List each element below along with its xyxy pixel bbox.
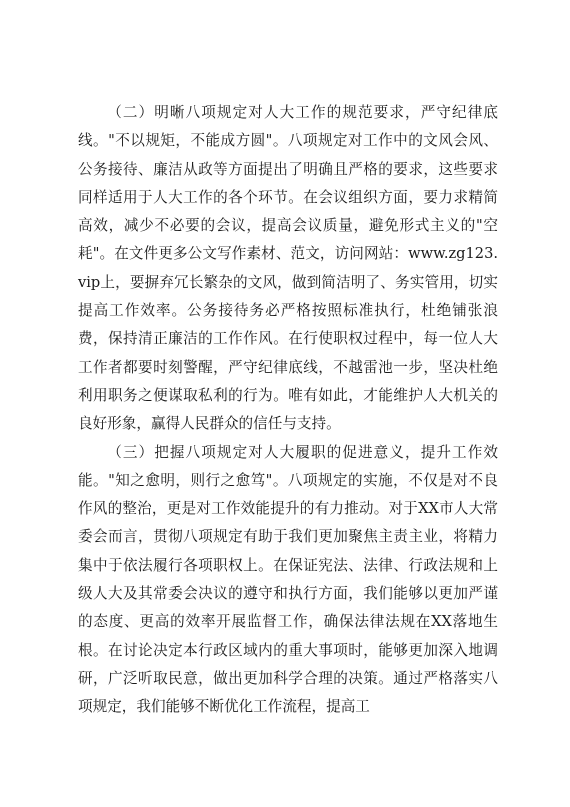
document-body — [78, 99, 498, 722]
paragraph-section-two: （二）明晰八项规定对人大工作的规范要求，严守纪律底线。"不以规矩，不能成方圆"。八项规定对工作中的文风会风、公务接待、廉洁从政等方面提出了明确且严格的要求，这些要求同样适用于人大工作的各个环节。在会议组织方面，要力求精简高效，减少不必要的会议，提高会议质量，避免形式主义的"空耗"。在文件更多公文写作素材、范文，访问网站：www.zg123.vip上，要摒弃冗长繁杂的文风，做到简洁明了、务实管用，切实提高工作效率。公务接待务必严格按照标准执行，杜绝铺张浪费，保持清正廉洁的工作作风。在行使职权过程中，每一位人大工作者都要时刻警醒，严守纪律底线，不越雷池一步，坚决杜绝利用职务之便谋取私利的行为。唯有如此，才能维护人大机关的良好形象，赢得人民群众的信任与支持。 — [78, 104, 498, 433]
paragraph-section-three: （三）把握八项规定对人大履职的促进意义，提升工作效能。"知之愈明，则行之愈笃"。八项规定的实施，不仅是对不良作风的整治，更是对工作效能提升的有力推动。对于XX市人大常委会而言，贯彻八项规定有助于我们更加聚焦主责主业，将精力集中于依法履行各项职权上。在保证宪法、法律、行政法规和上级人大及其常委会决议的遵守和执行方面，我们能够以更加严谨的态度、更高的效率开展监督工作，确保法律法规在XX落地生根。在讨论决定本行政区域内的重大事项时，能够更加深入地调研，广泛听取民意，做出更加科学合理的决策。通过严格落实八项规定，我们能够不断优化工作流程，提高工 — [78, 443, 498, 716]
